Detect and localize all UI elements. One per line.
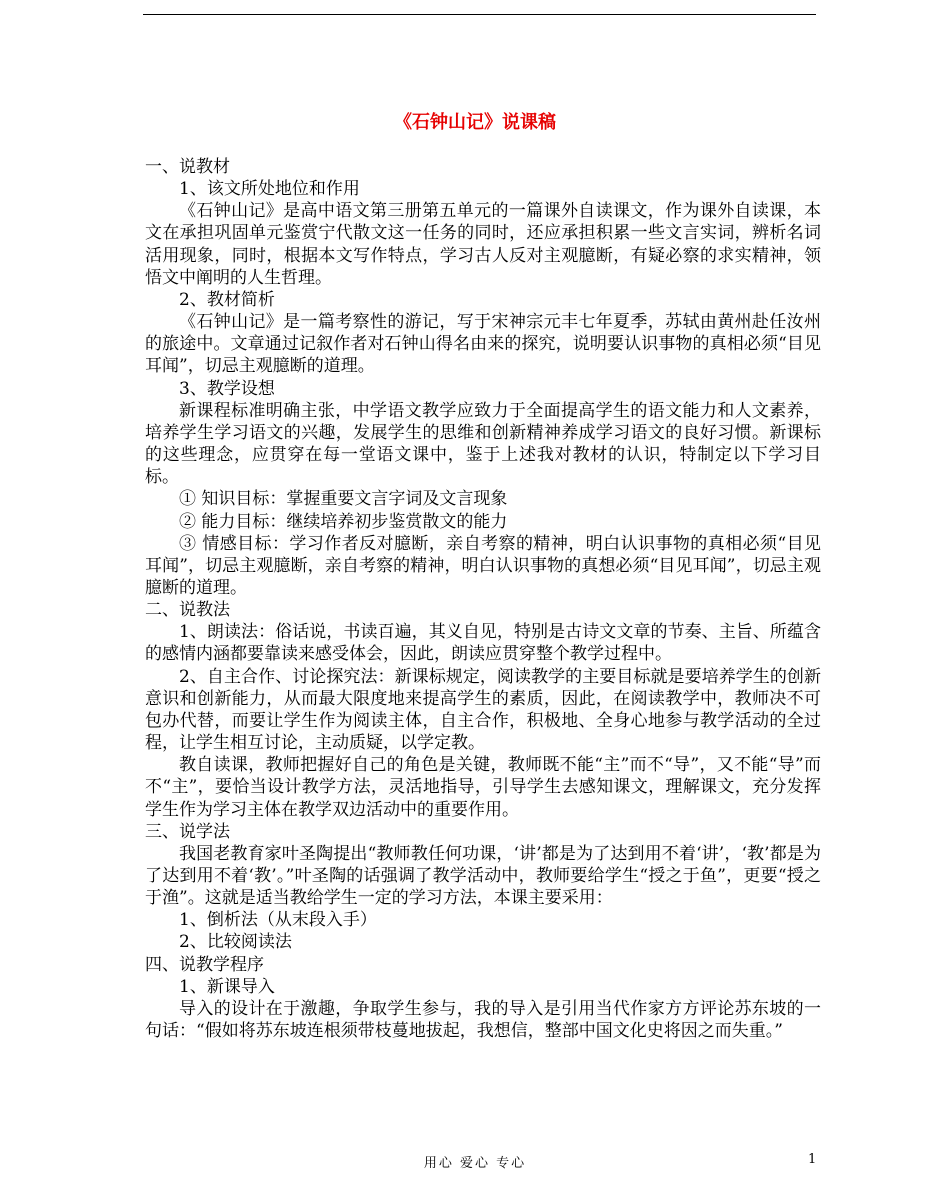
paragraph: 1、倒析法（从末段入手） — [179, 910, 377, 931]
paragraph: 1、朗读法：俗话说，书读百遍，其义自见，特别是古诗文文章的节奏、主旨、所蕴含的感情内涵都要靠读来感受体会，因此，朗读应贯穿整个教学过程中。 — [145, 622, 821, 665]
section-heading: 四、说教学程序 — [145, 954, 264, 975]
footer-slogan: 用心 爱心 专心 — [423, 1156, 527, 1171]
paragraph: 2、比较阅读法 — [179, 932, 292, 953]
paragraph: 2、自主合作、讨论探究法：新课标规定，阅读教学的主要目标就是要培养学生的创新意识和创新能力，从而最大限度地来提高学生的素质，因此，在阅读教学中，教师决不可包办代替，而要让学生作为阅读主体，自主合作，积极地、全身心地参与教学活动的全过程，让学生相互讨论，主动质疑，以学定教。 — [145, 666, 821, 754]
section-heading: 三、说学法 — [145, 821, 230, 842]
paragraph: 我国老教育家叶圣陶提出“教师教任何功课，‘讲’都是为了达到用不着‘讲’，‘教’都是为了达到用不着‘教’。”叶圣陶的话强调了教学活动中，教师要给学生“授之于鱼”，更要“授之于渔”。这就是适当教给学生一定的学习方法，本课主要采用： — [145, 843, 821, 909]
paragraph: 2、教材简析 — [179, 289, 275, 310]
paragraph: ③ 情感目标：学习作者反对臆断，亲自考察的精神，明白认识事物的真相必须“目见耳闻”，切忌主观臆断，亲自考察的精神，明白认识事物的真想必须“目见耳闻”，切忌主观臆断的道理。 — [145, 533, 821, 598]
paragraph: 《石钟山记》是高中语文第三册第五单元的一篇课外自读课文，作为课外自读课，本文在承担巩固单元鉴赏宁代散文这一任务的同时，还应承担积累一些文言实词，辨析名词活用现象，同时，根据本文写作特点，学习古人反对主观臆断，有疑必察的求实精神，领悟文中阐明的人生哲理。 — [145, 201, 821, 288]
paragraph: ① 知识目标：掌握重要文言字词及文言现象 — [179, 489, 508, 510]
paragraph: 导入的设计在于激趣，争取学生参与，我的导入是引用当代作家方方评论苏东坡的一句话：“假如将苏东坡连根须带枝蔓地拔起，我想信，整部中国文化史将因之而失重。” — [145, 998, 821, 1042]
paragraph: 新课程标准明确主张，中学语文教学应致力于全面提高学生的语文能力和人文素养，培养学生学习语文的兴趣，发展学生的思维和创新精神养成学习语文的良好习惯。新课标的这些理念，应贯穿在每一堂语文课中，鉴于上述我对教材的认识，特制定以下学习目标。 — [145, 400, 821, 488]
page-number: 1 — [808, 1152, 817, 1167]
header-rule — [143, 14, 816, 15]
paragraph: 3、教学设想 — [179, 378, 275, 399]
paragraph: 《石钟山记》是一篇考察性的游记，写于宋神宗元丰七年夏季，苏轼由黄州赴任汝州的旅途中。文章通过记叙作者对石钟山得名由来的探究，说明要认识事物的真相必须“目见耳闻”，切忌主观臆断的道理。 — [145, 312, 821, 377]
section-heading: 一、说教材 — [145, 157, 230, 177]
paragraph: 1、新课导入 — [179, 976, 275, 997]
section-heading: 二、说教法 — [145, 600, 230, 621]
page-title: 《石钟山记》说课稿 — [394, 112, 556, 133]
paragraph: ② 能力目标：继续培养初步鉴赏散文的能力 — [179, 511, 508, 532]
document-body — [145, 156, 821, 1042]
paragraph: 1、该文所处地位和作用 — [179, 179, 360, 200]
paragraph: 教自读课，教师把握好自己的角色是关键，教师既不能“主”而不“导”，又不能“导”而不“主”，要恰当设计教学方法，灵活地指导，引导学生去感知课文，理解课文，充分发挥学生作为学习主体在教学双边活动中的重要作用。 — [145, 755, 821, 820]
